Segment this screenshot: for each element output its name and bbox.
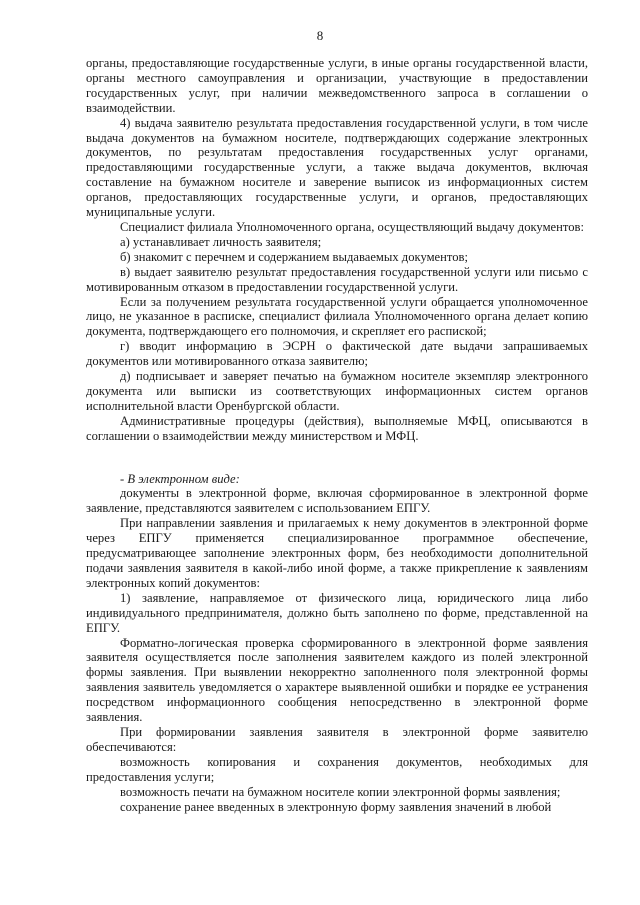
paragraph: Если за получением результата государственной услуги обращается уполномоченное лицо, не указанное в расписке, специалист филиала Уполномоченного органа делает копию документа, подтверждающего его полномочия, и скрепляет его распиской;	[86, 294, 588, 339]
list-item: возможность печати на бумажном носителе копии электронной формы заявления;	[120, 784, 561, 799]
list-item: 1) заявление, направляемое от физического лица, юридического лица либо индивидуального предпринимателя, должно быть заполнено по форме, представленной на ЕПГУ.	[86, 590, 588, 635]
list-item: д) подписывает и заверяет печатью на бумажном носителе экземпляр электронного документа или выписки из соответствующих информационных систем органов исполнительной власти Оренбургской области.	[86, 369, 588, 413]
list-item: возможность копирования и сохранения документов, необходимых для предоставления услуги;	[86, 754, 588, 784]
paragraph: 4) выдача заявителю результата предоставления государственной услуги, в том числе выдача документов на бумажном носителе, подтверждающих содержание электронных документов, по результатам предоставления государственных услуг органами, предоставляющими государственные услуги, а также выдача документов, включая составление на бумажном носителе и заверение выписок из информационных систем органов, предоставляющих государственные услуги, и органов, предоставляющих муниципальные услуги.	[86, 115, 588, 220]
list-item: г) вводит информацию в ЭСРН о фактической дате выдачи запрашиваемых документов или мотивированного отказа заявителю;	[86, 339, 588, 369]
paragraph: При формировании заявления заявителя в электронной форме заявителю обеспечиваются:	[86, 724, 588, 754]
paragraph: документы в электронной форме, включая сформированное в электронной форме заявление, представляются заявителем с использованием ЕПГУ.	[86, 486, 588, 516]
paragraph: Административные процедуры (действия), выполняемые МФЦ, описываются в соглашении о взаимодействии между министерством и МФЦ.	[86, 413, 588, 443]
page-number: 8	[316, 28, 324, 43]
section-heading: - В электронном виде:	[120, 471, 240, 486]
list-item: сохранение ранее введенных в электронную форму заявления значений в любой	[120, 799, 552, 814]
paragraph: органы, предоставляющие государственные услуги, в иные органы государственной власти, органы местного самоуправления и организации, участвующие в предоставлении государственных услуг, при наличии межведомственного запроса в соглашении о взаимодействии.	[86, 56, 588, 115]
paragraph: Форматно-логическая проверка сформированного в электронной форме заявления заявителя осуществляется после заполнения заявителем каждого из полей электронной формы заявления. При выявлении некорректно заполненного поля электронной формы заявления заявитель уведомляется о характере выявленной ошибки и порядке ее устранения посредством информационного сообщения непосредственно в электронной форме заявления.	[86, 635, 588, 725]
list-item: б) знакомит с перечнем и содержанием выдаваемых документов;	[120, 249, 468, 264]
list-item: в) выдает заявителю результат предоставления государственной услуги или письмо с мотивированным отказом в предоставлении государственной услуги.	[86, 264, 588, 294]
list-item: а) устанавливает личность заявителя;	[120, 234, 322, 249]
paragraph: При направлении заявления и прилагаемых к нему документов в электронной форме через ЕПГУ применяется специализированное программное обеспечение, предусматривающее заполнение электронных форм, без необходимости дополнительной подачи заявления заявителя в какой-либо иной форме, а также прикрепление к заявлениям электронных копий документов:	[86, 516, 588, 590]
document-body	[86, 56, 588, 814]
paragraph: Специалист филиала Уполномоченного органа, осуществляющий выдачу документов:	[120, 219, 584, 234]
